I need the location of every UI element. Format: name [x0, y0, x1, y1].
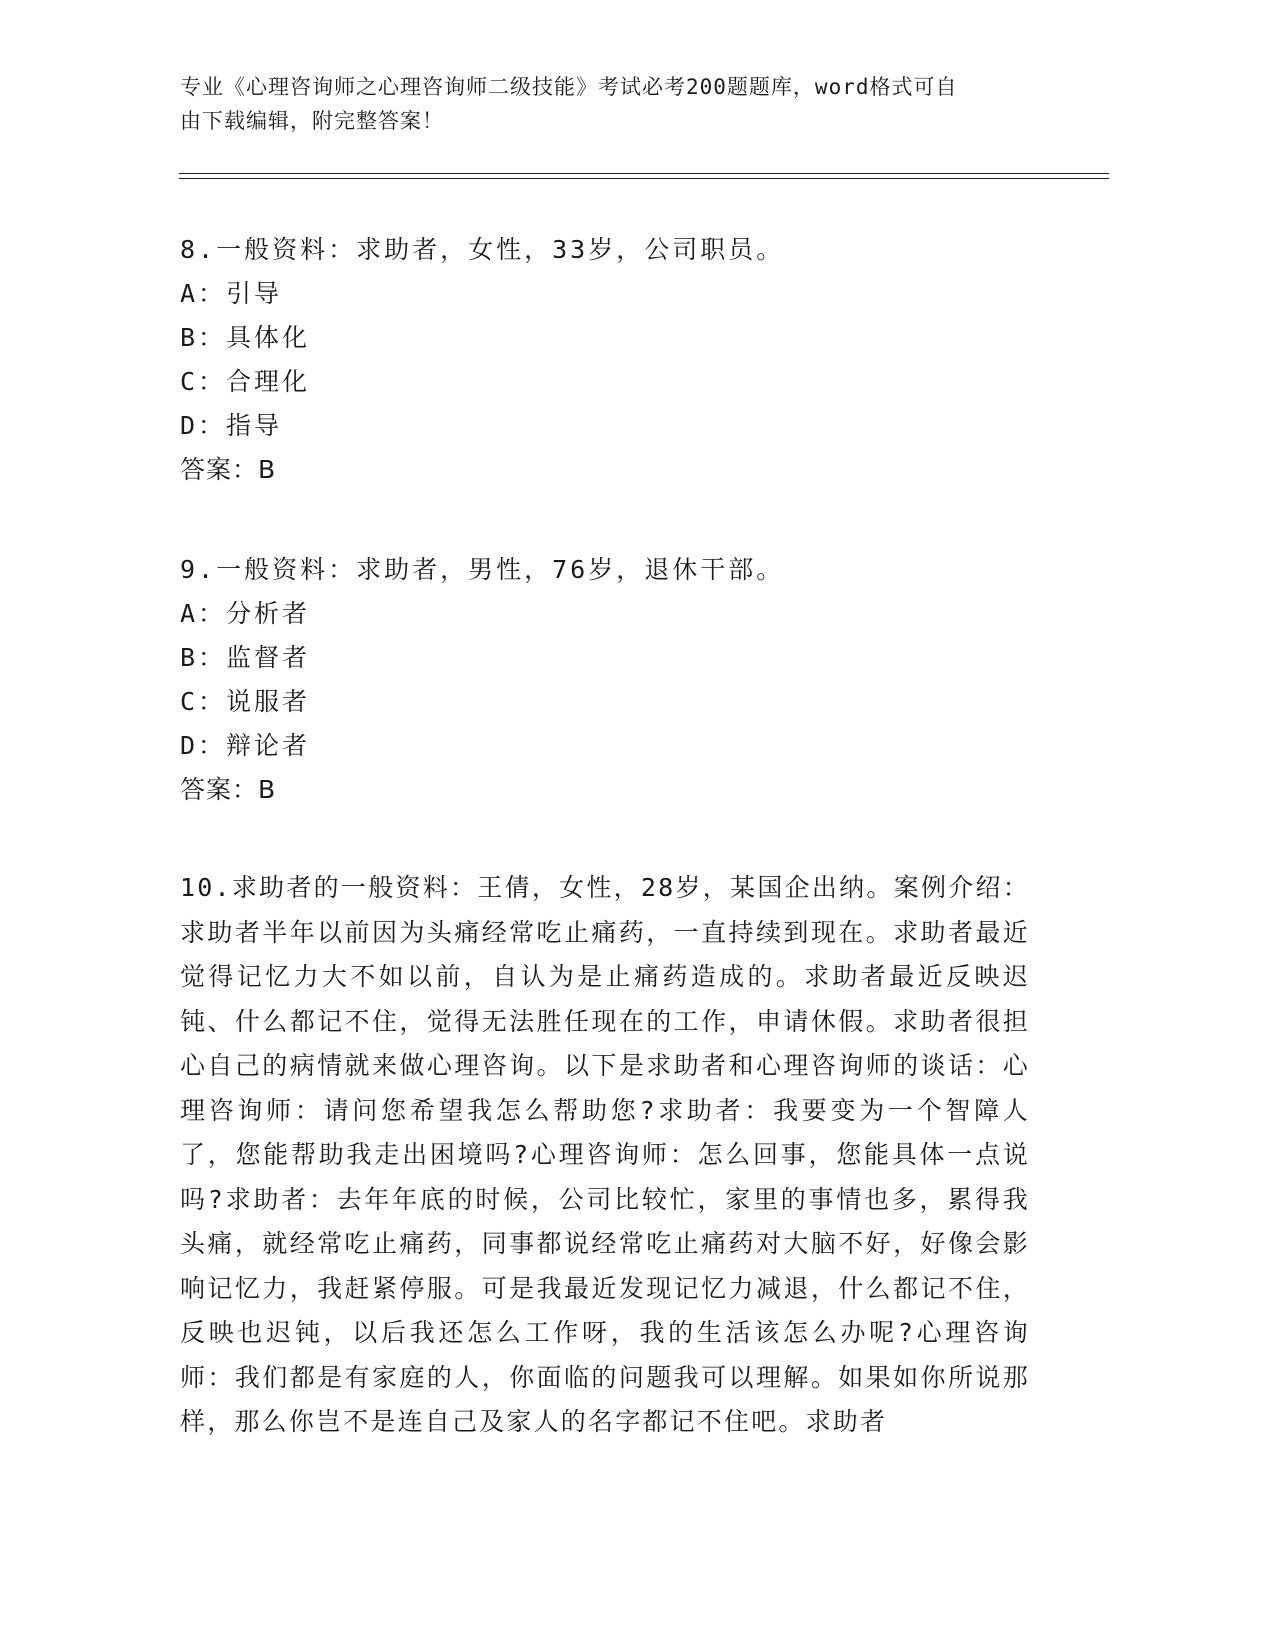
- document-header: [180, 70, 1060, 138]
- question-stem: 9.一般资料：求助者，男性，76岁，退休干部。: [180, 555, 785, 584]
- option-c: C：说服者: [180, 687, 311, 716]
- answer-line: 答案：B: [180, 455, 277, 484]
- question-8: [180, 228, 1060, 492]
- header-line-1: 专业《心理咨询师之心理咨询师二级技能》考试必考200题题库，word格式可自: [180, 75, 958, 99]
- option-b: B：监督者: [180, 643, 311, 672]
- case-paragraph: 10.求助者的一般资料：王倩，女性，28岁，某国企出纳。案例介绍：求助者半年以前因为头痛经常吃止痛药，一直持续到现在。求助者最近觉得记忆力大不如以前，自认为是止痛药造成的。求助者最近反映迟钝、什么都记不住，觉得无法胜任现在的工作，申请休假。求助者很担心自己的病情就来做心理咨询。以下是求助者和心理咨询师的谈话：心理咨询师：请问您希望我怎么帮助您?求助者：我要变为一个智障人了，您能帮助我走出困境吗?心理咨询师：怎么回事，您能具体一点说吗?求助者：去年年底的时候，公司比较忙，家里的事情也多，累得我头痛，就经常吃止痛药，同事都说经常吃止痛药对大脑不好，好像会影响记忆力，我赶紧停服。可是我最近发现记忆力减退，什么都记不住，反映也迟钝，以后我还怎么工作呀，我的生活该怎么办呢?心理咨询师：我们都是有家庭的人，你面临的问题我可以理解。如果如你所说那样，那么你岂不是连自己及家人的名字都记不住吧。求助者: [180, 873, 1030, 1436]
- option-b: B：具体化: [180, 323, 311, 352]
- option-c: C：合理化: [180, 367, 311, 396]
- option-a: A：分析者: [180, 599, 311, 628]
- option-d: D：辩论者: [180, 731, 311, 760]
- question-10: [180, 866, 1060, 1445]
- answer-line: 答案：B: [180, 775, 277, 804]
- option-d: D：指导: [180, 411, 283, 440]
- header-divider-top: [179, 173, 1109, 174]
- header-line-2: 由下载编辑，附完整答案！: [180, 109, 444, 133]
- question-9: [180, 548, 1060, 812]
- option-a: A：引导: [180, 279, 283, 308]
- header-divider-bottom: [179, 178, 1109, 179]
- question-stem: 8.一般资料：求助者，女性，33岁，公司职员。: [180, 235, 785, 264]
